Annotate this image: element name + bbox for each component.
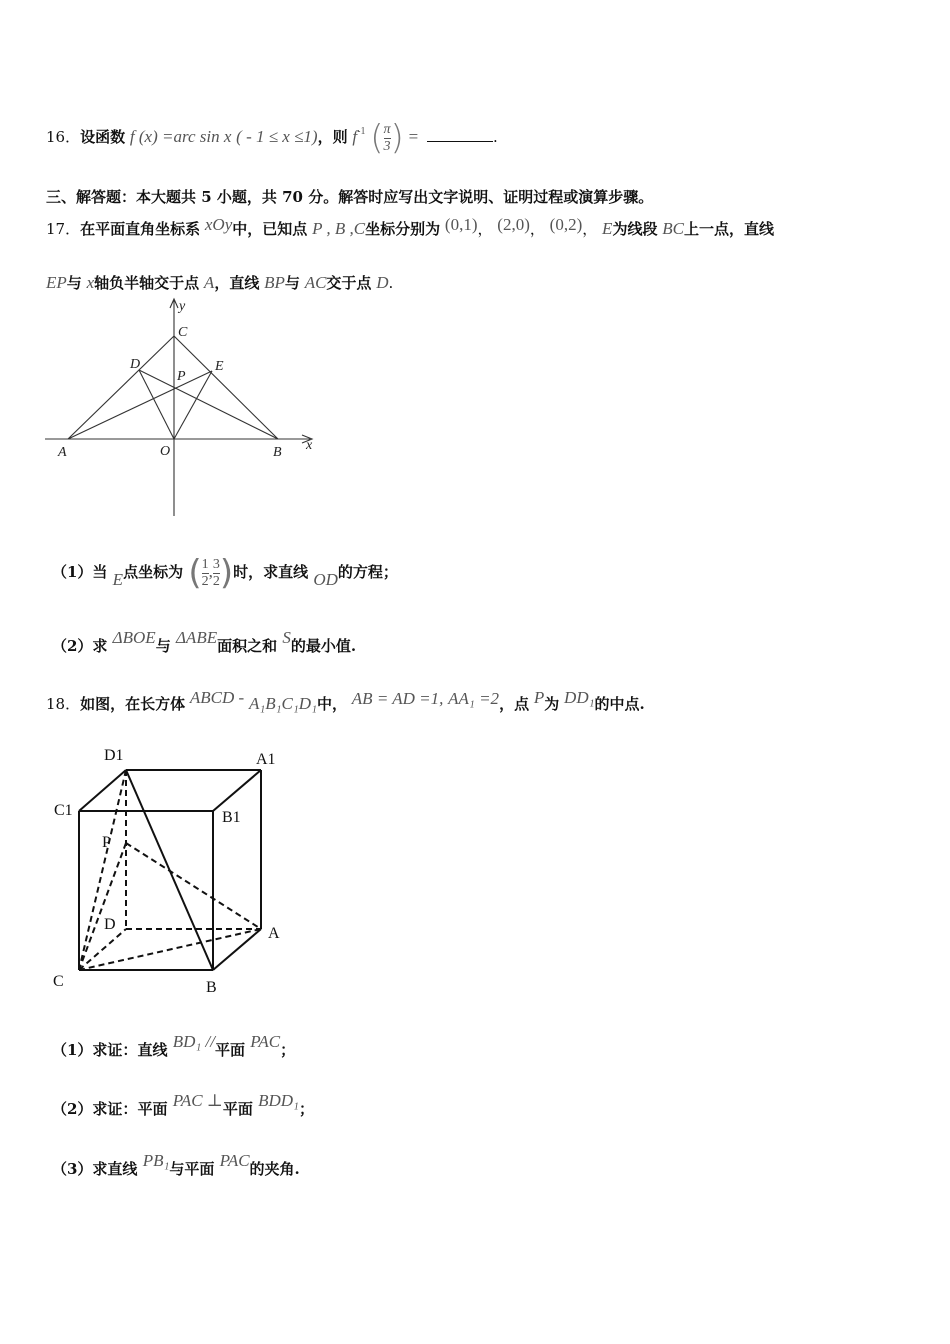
q17-coord-b: (2,0) [497,215,530,234]
label-P: P [102,834,111,851]
segment-OD [139,370,174,439]
q18-number: 18． [46,695,81,713]
q17-sep: ， [529,220,545,238]
q16-finv: $f^{-1}$ [352,126,366,146]
q18-part2-bdd1: BDD₁ [258,1091,299,1110]
q18-part3-text-2: 的夹角. [249,1160,300,1178]
q16-number: 16． [46,128,81,146]
label-O: O [160,444,171,459]
q17-sep: ， [582,220,598,238]
part1-frac-1: $\frac{1}{2}$ [201,556,209,589]
q17-text-4: 为线段 [612,220,658,238]
q18-part3 [52,1151,300,1179]
section3-heading: 三、解答题：本大题共 5 小题，共 70 分。解答时应写出文字说明、证明过程或演算步骤。 [46,188,654,206]
q18-part1-text-2: ； [280,1041,296,1059]
q17-ep: EP [46,273,67,292]
q17-bc: BC [662,219,684,238]
edge-C1D1 [79,770,126,811]
q18-part2-num: （2）求证：平面 [52,1100,168,1118]
q17-part1-e: E [112,570,124,589]
label-E: E [215,359,224,374]
q17-part1-text-1: 点坐标为 [123,563,184,581]
label-P: P [177,369,186,384]
q17-part2-abe: ΔABE [175,628,218,647]
q16-rparen: ) [390,118,404,158]
label-x: x [306,438,313,453]
q18-part1-text-1: 平面 [214,1041,245,1059]
q17-l2-text-3: ，直线 [214,274,260,292]
q17-text-2: 中，已知点 [232,220,308,238]
q16-line [46,118,498,158]
q17-part1-text-2: 时，求直线 [233,563,309,581]
q18-dd1: DD₁ [564,688,595,707]
edge-B1A1 [213,770,261,811]
label-D: D [104,916,116,933]
q17-text-1: 在平面直角坐标系 [80,220,201,238]
label-A: A [58,445,67,460]
q17-line1 [46,215,774,239]
part1-comma: , [208,562,213,581]
q17-line2 [46,272,393,293]
q17-points: P , B ,C [312,219,366,238]
q17-part2-s: S [282,628,291,647]
q17-number: 17． [46,220,81,238]
segment-BC [174,336,278,439]
q18-part2-text-1: 平面 [222,1100,253,1118]
q18-text-3: ，点 [499,695,530,713]
q18-part2-pac: PAC ⊥ [172,1091,223,1110]
label-y: y [179,299,186,314]
q18-text-2: 中， [317,695,348,713]
q16-text-1: 设函数 [80,128,126,146]
segment-CA [79,929,261,970]
q18-cond1: AB = AD =1, [351,689,444,708]
label-B: B [206,979,217,996]
q17-part2-text-2: 面积之和 [217,637,278,655]
q17-xoy: xOy [204,215,233,234]
part1-frac-2: $\frac{3}{2}$ [212,556,220,589]
q18-part1-num: （1）求证：直线 [52,1041,168,1059]
q17-coordinate-figure [40,296,330,520]
q16-domain: ( - 1 ≤ x ≤1) [236,127,318,146]
q18-cond2: AA₁ =2 [448,689,500,708]
q18-line1 [46,688,645,714]
q17-part2-boe: ΔBOE [112,628,156,647]
q18-cuboid-figure [46,740,296,1000]
q18-p: P [533,688,545,707]
q18-text-4: 为 [544,695,560,713]
q18-abcd: ABCD - [189,688,245,707]
label-C: C [178,325,188,340]
q16-fraction: $\frac{\pi}{3}$ [383,121,391,154]
q17-text-5: 上一点，直线 [683,220,774,238]
q17-part1-text-3: 的方程； [337,563,398,581]
segment-PA [126,843,261,929]
q16-equals: = [408,127,419,146]
q18-part1-bd1: BD₁ // [172,1032,215,1051]
part1-rparen: ) [219,553,234,593]
q17-coord-c: (0,2) [549,215,583,234]
label-A: A [268,925,280,942]
q16-function: f (x) =arc sin x [129,127,232,146]
segment-AC [68,336,174,439]
q16-lparen: ( [370,118,384,158]
q17-a: A [203,273,215,292]
q18-part1 [52,1032,295,1060]
q17-bp: BP [264,273,285,292]
q18-part2 [52,1091,314,1119]
q17-part1 [52,553,398,593]
q18-part2-text-2: ； [298,1100,314,1118]
q18-a1b1c1d1: A₁B₁C₁D₁ [248,694,317,713]
label-B: B [273,445,282,460]
q17-sep: ， [477,220,493,238]
q17-part2-num: （2）求 [52,637,108,655]
label-D: D [130,357,141,372]
q17-part1-od: OD [313,570,338,589]
q17-part2-text-3: 的最小值. [290,637,357,655]
segment-AE [68,371,212,439]
q18-part3-pb1: PB₁ [142,1151,170,1170]
q17-part2-text-1: 与 [155,637,171,655]
q17-ac: AC [304,273,327,292]
part1-lparen: ( [188,553,202,593]
q17-l2-end: . [388,274,394,292]
q16-end: . [492,128,498,146]
q17-l2-text-4: 与 [284,274,300,292]
label-D1: D1 [104,747,124,764]
q17-coord-p: (0,1) [444,215,478,234]
q17-d: D [376,273,389,292]
q18-part3-num: （3）求直线 [52,1160,138,1178]
label-B1: B1 [222,809,241,826]
q17-e: E [602,219,613,238]
segment-D1C [79,770,126,970]
q18-part1-pac: PAC [250,1032,281,1051]
q17-l2-text-1: 与 [66,274,82,292]
segment-PC [79,843,126,970]
q18-text-5: 的中点. [594,695,645,713]
q17-l2-text-2: 轴负半轴交于点 [94,274,200,292]
q18-text-1: 如图，在长方体 [80,695,186,713]
q17-x: x [86,273,95,292]
label-C: C [53,973,64,990]
q18-part3-text-1: 与平面 [169,1160,215,1178]
q18-part3-pac: PAC [219,1151,250,1170]
q17-part2 [52,628,356,656]
q17-text-3: 坐标分别为 [365,220,441,238]
q16-text-2: ，则 [317,128,348,146]
q16-answer-blank [427,141,493,142]
segment-BD [139,370,278,439]
label-A1: A1 [256,751,276,768]
q17-l2-text-5: 交于点 [326,274,372,292]
label-C1: C1 [54,802,73,819]
q17-part1-num: （1）当 [52,563,108,581]
